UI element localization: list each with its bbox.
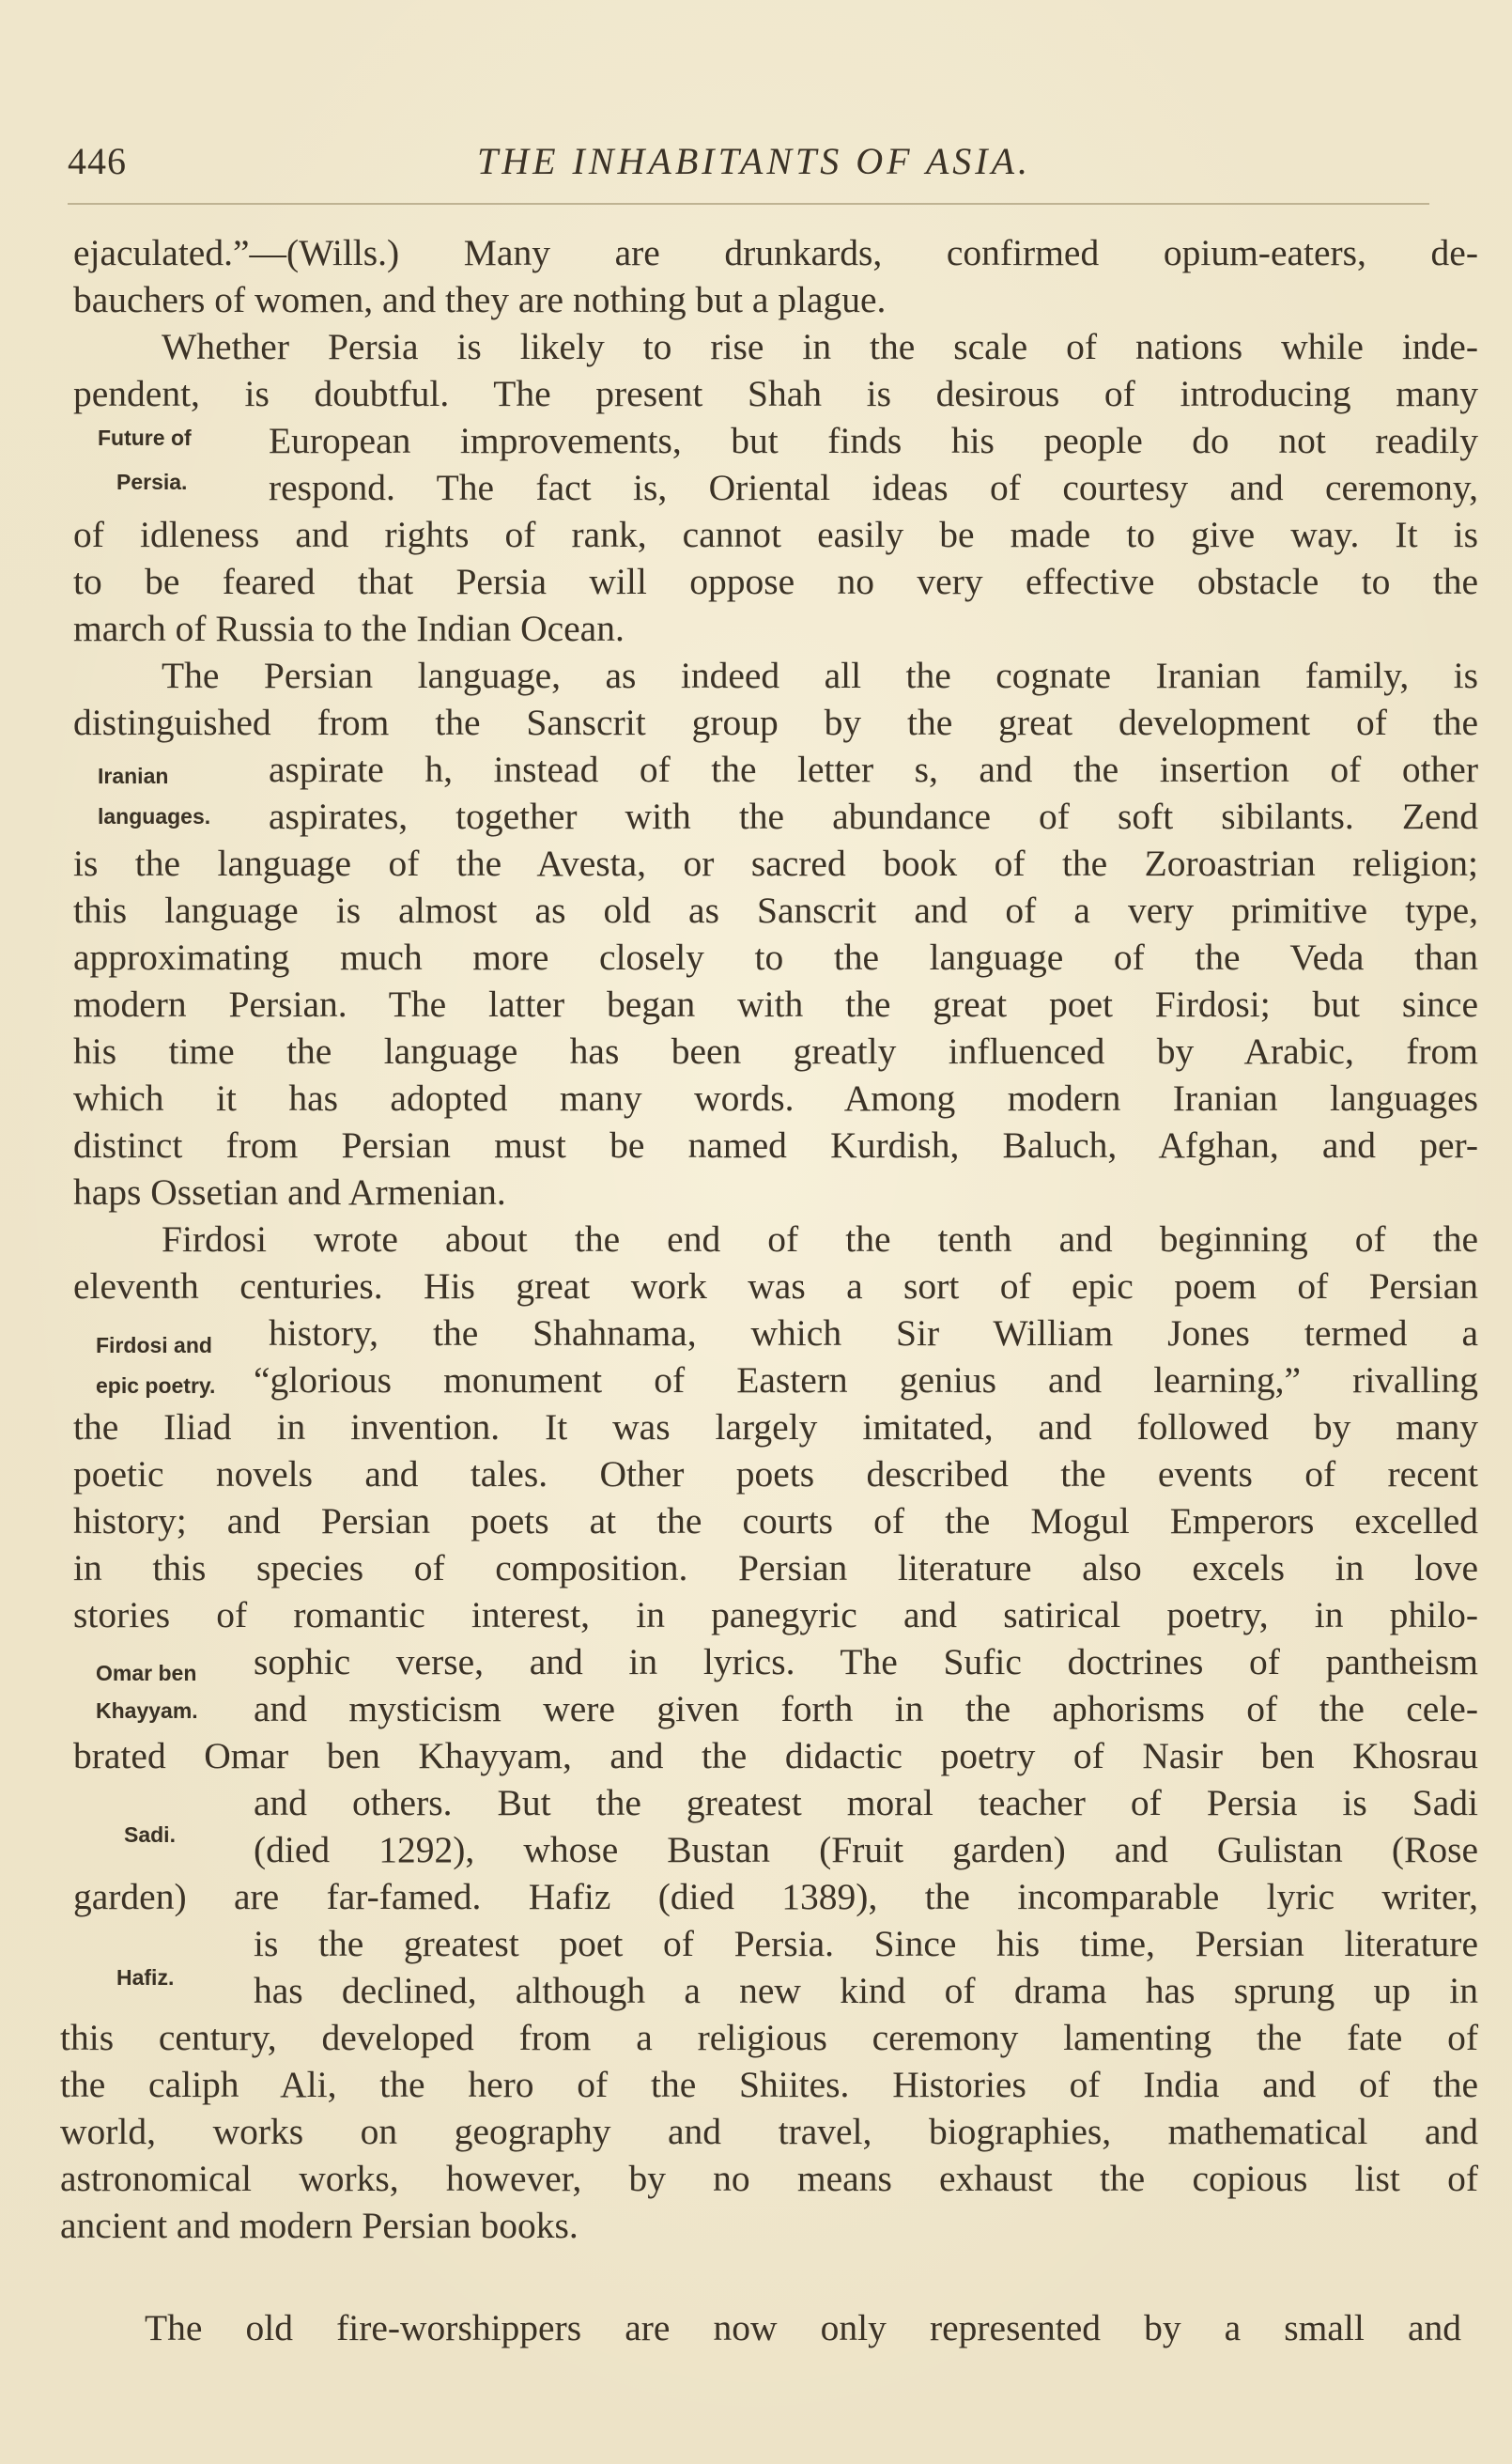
text-line: history, the Shahnama, which Sir William Jones termed a [269,1312,1478,1354]
margin-note: epic poetry. [96,1373,216,1398]
text-line: modern Persian. The latter began with the great poet Firdosi; but since [73,984,1478,1025]
header-rule [68,203,1429,205]
text-line: astronomical works, however, by no means exhaust the copious list of [60,2158,1478,2199]
text-line: his time the language has been greatly influenced by Arabic, from [73,1031,1478,1072]
margin-note: Sadi. [124,1822,176,1847]
text-line: stories of romantic interest, in panegyric and satirical poetry, in philo- [73,1594,1478,1635]
margin-note: Omar ben [96,1661,197,1685]
margin-note: Iranian [98,764,169,788]
text-line: and others. But the greatest moral teacher of Persia is Sadi [254,1782,1478,1823]
text-line: approximating much more closely to the language of the Veda than [73,937,1478,978]
text-line: respond. The fact is, Oriental ideas of courtesy and ceremony, [269,467,1478,508]
text-line: haps Ossetian and Armenian. [73,1171,506,1213]
text-line: aspirate h, instead of the letter s, and the insertion of other [269,749,1478,790]
text-line: has declined, although a new kind of drama has sprung up in [254,1970,1478,2011]
text-line: bauchers of women, and they are nothing but a plague. [73,279,887,320]
margin-note: Khayyam. [96,1698,198,1723]
text-line: “glorious monument of Eastern genius and learning,” rivalling [254,1359,1478,1401]
text-line: and mysticism were given forth in the aphorisms of the cele- [254,1688,1478,1729]
text-line: history; and Persian poets at the courts of the Mogul Emperors excelled [73,1500,1478,1542]
text-line: pendent, is doubtful. The present Shah is desirous of introducing many [73,373,1478,414]
text-line: Whether Persia is likely to rise in the scale of nations while inde- [162,326,1478,367]
margin-note: Hafiz. [116,1965,175,1990]
text-line: Firdosi wrote about the end of the tenth and beginning of the [162,1218,1478,1260]
text-line: poetic novels and tales. Other poets described the events of recent [73,1453,1478,1495]
margin-note: Future of [98,426,192,450]
running-title: THE INHABITANTS OF ASIA. [476,140,1032,182]
text-line: The old fire-worshippers are now only represented by a small and [145,2307,1461,2348]
text-line: sophic verse, and in lyrics. The Sufic doctrines of pantheism [254,1641,1478,1682]
text-line: garden) are far-famed. Hafiz (died 1389), the incomparable lyric writer, [73,1876,1478,1917]
text-line: of idleness and rights of rank, cannot easily be made to give way. It is [73,514,1478,555]
margin-note: Persia. [116,470,188,494]
page-header [68,139,1441,192]
margin-note: Firdosi and [96,1333,212,1357]
text-line: is the greatest poet of Persia. Since his time, Persian literature [254,1923,1478,1964]
text-line: aspirates, together with the abundance of soft sibilants. Zend [269,796,1478,837]
text-line: the Iliad in invention. It was largely imitated, and followed by many [73,1406,1478,1448]
text-line: distinguished from the Sanscrit group by the great development of the [73,702,1478,743]
text-line: European improvements, but finds his people do not readily [269,420,1478,461]
text-line: which it has adopted many words. Among modern Iranian languages [73,1077,1478,1119]
text-line: this language is almost as old as Sanscrit and of a very primitive type, [73,890,1478,931]
text-line: eleventh centuries. His great work was a sort of epic poem of Persian [73,1265,1478,1307]
page-number: 446 [68,140,127,182]
text-line: the caliph Ali, the hero of the Shiites. Histories of India and of the [60,2064,1478,2105]
text-line: in this species of composition. Persian literature also excels in love [73,1547,1478,1588]
text-line: The Persian language, as indeed all the cognate Iranian family, is [162,655,1478,696]
text-line: ejaculated.”—(Wills.) Many are drunkards, confirmed opium-eaters, de- [73,232,1478,273]
text-line: this century, developed from a religious ceremony lamenting the fate of [60,2017,1478,2058]
text-line: ancient and modern Persian books. [60,2205,579,2246]
text-line: to be feared that Persia will oppose no very effective obstacle to the [73,561,1478,602]
text-line: distinct from Persian must be named Kurdish, Baluch, Afghan, and per- [73,1124,1478,1166]
text-line: brated Omar ben Khayyam, and the didactic poetry of Nasir ben Khosrau [73,1735,1478,1776]
margin-note: languages. [98,804,211,829]
text-line: march of Russia to the Indian Ocean. [73,608,625,649]
text-line: is the language of the Avesta, or sacred book of the Zoroastrian religion; [73,843,1478,884]
text-line: (died 1292), whose Bustan (Fruit garden) and Gulistan (Rose [254,1829,1478,1870]
text-line: world, works on geography and travel, biographies, mathematical and [60,2111,1478,2152]
